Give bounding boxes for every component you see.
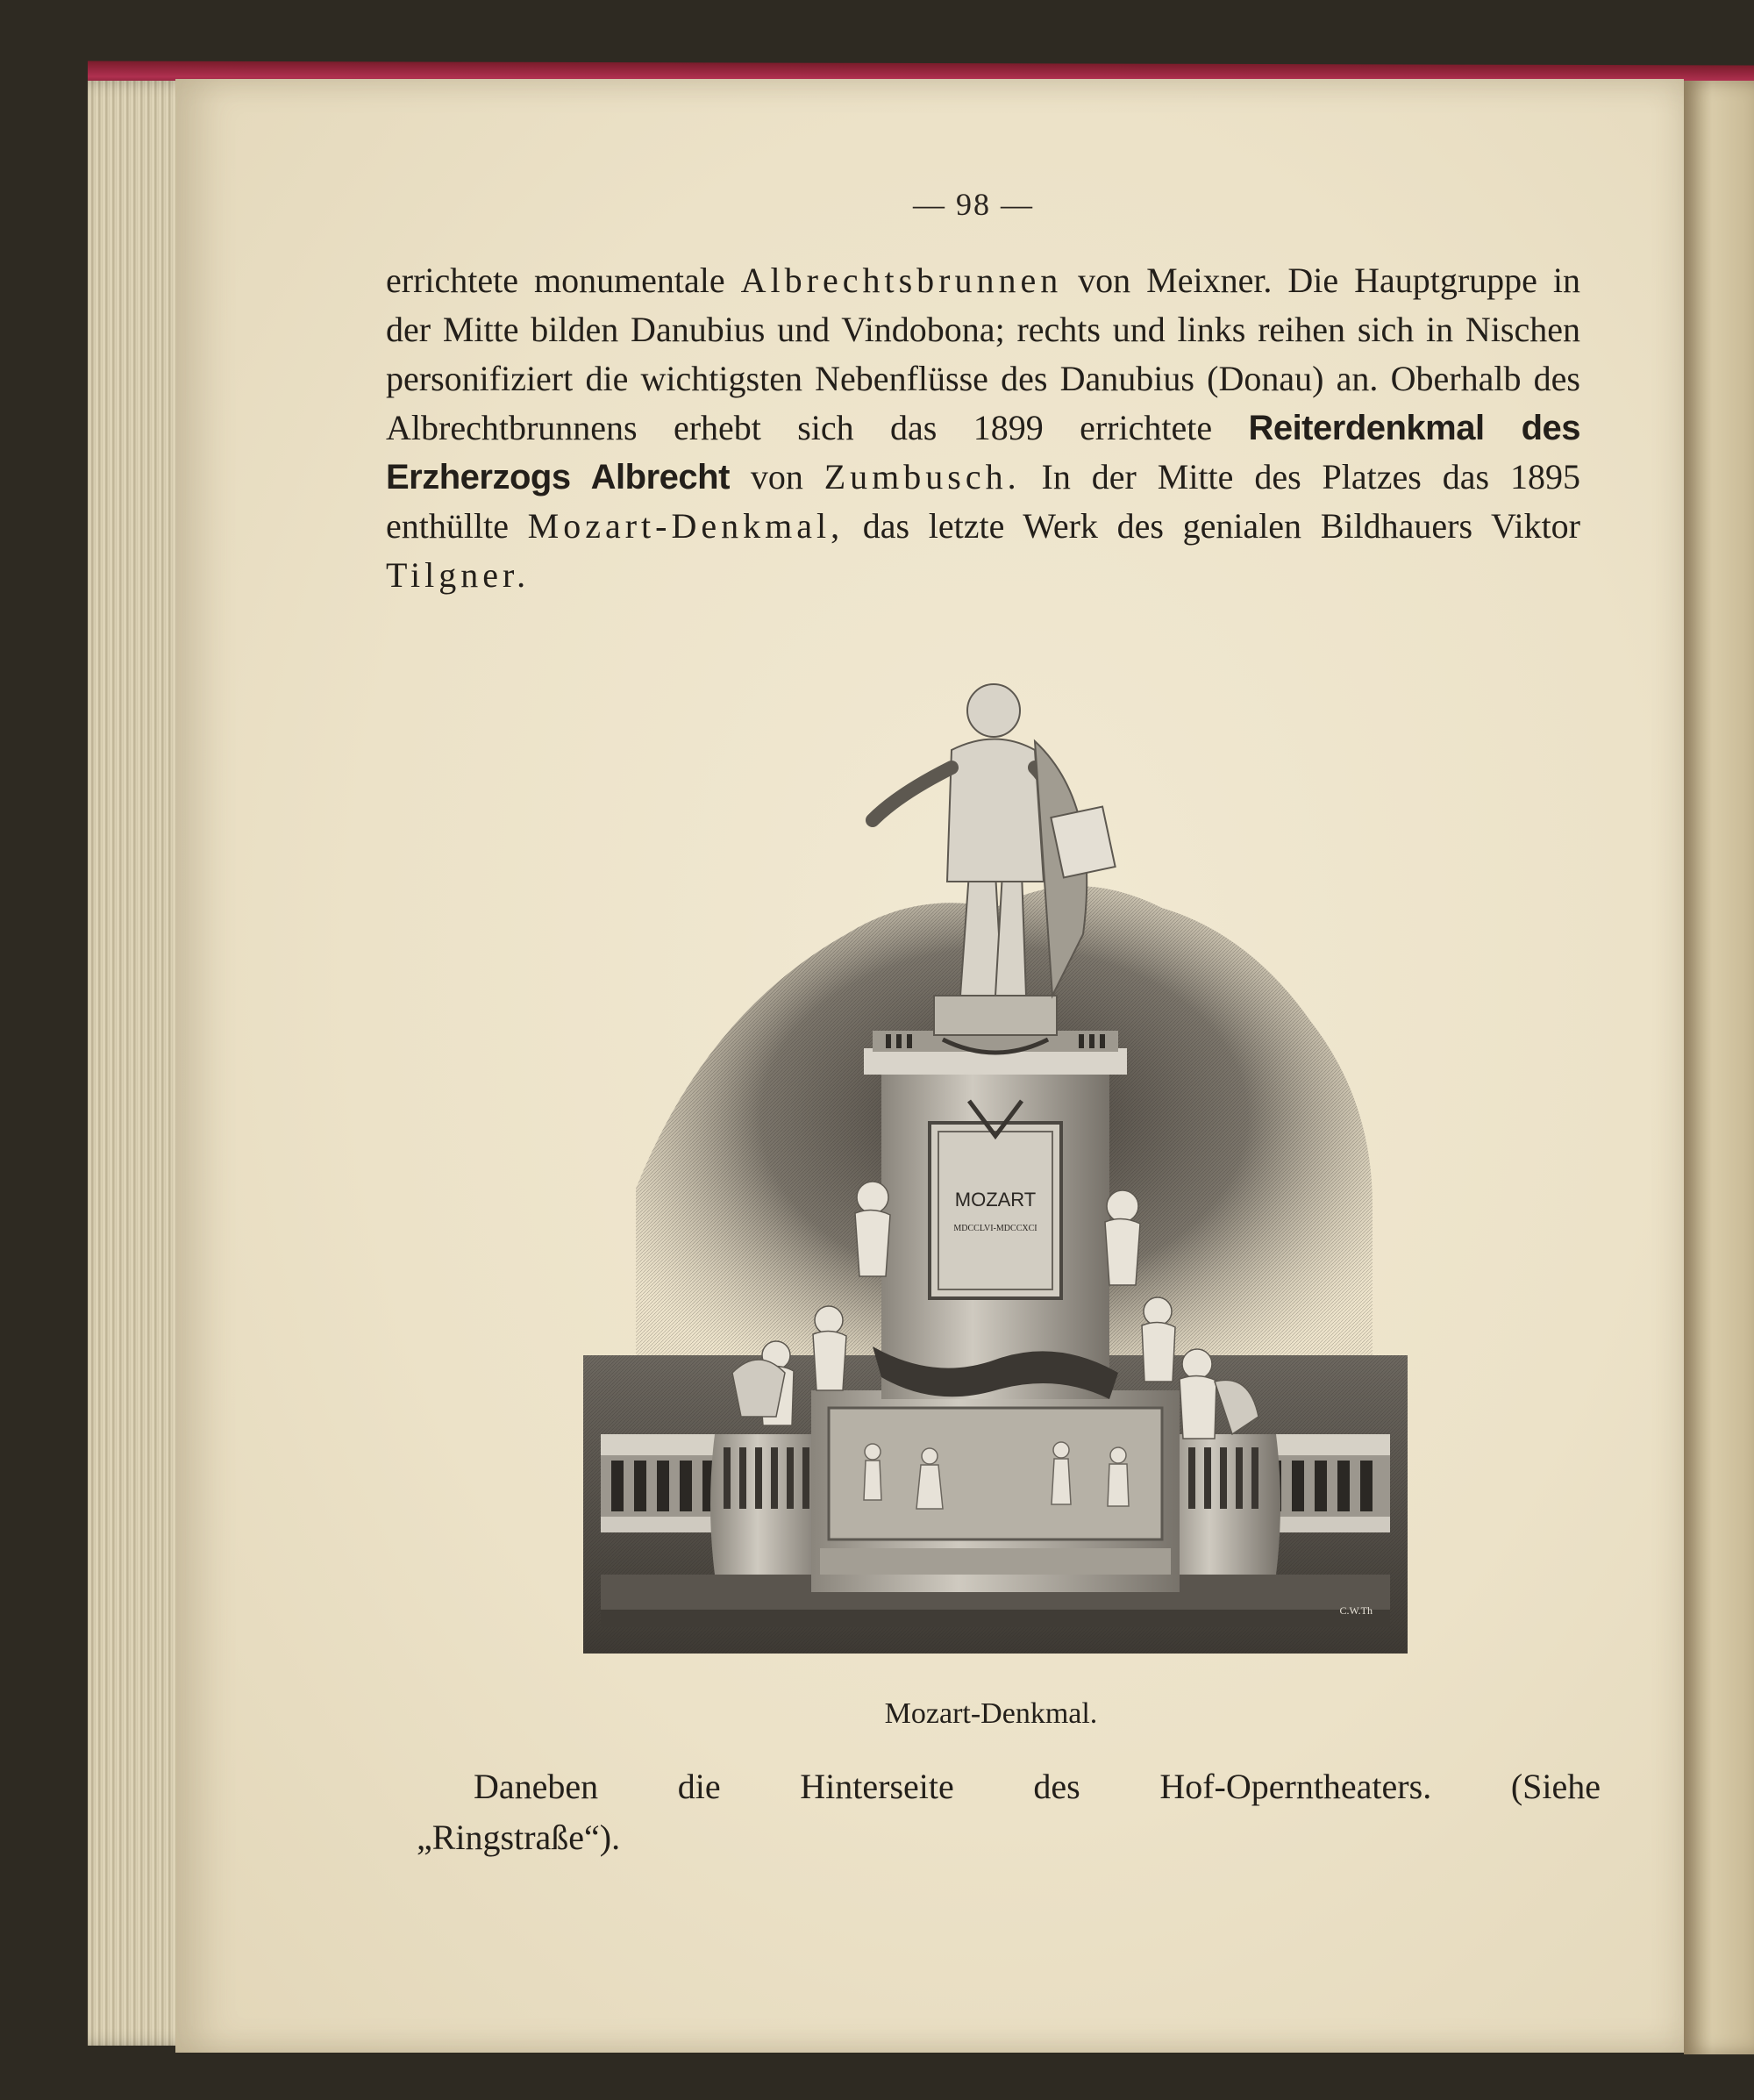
body-paragraph: [386, 256, 1580, 600]
emphasis-reiterdenkmal: Reiterdenkmal des Erzherzogs Albrecht: [386, 409, 1580, 496]
text-run: errichtete monumentale: [386, 261, 741, 300]
emphasis-zumbusch: Zumbusch.: [824, 457, 1021, 496]
facing-page-edge: [1684, 81, 1754, 2054]
text-run: von Meixner. Die Hauptgruppe in der Mitte bilden Danubius und Vindobona; rechts und links reihen sich in Nischen personifiziert die wichtigsten Nebenflüsse des Danubius (Donau) an. Oberhalb des Albrechtbrunnens erhebt sich das 1899 errichtete: [386, 261, 1580, 447]
inscription-plaque: [930, 1123, 1061, 1298]
closing-line-1: Daneben die Hinterseite des Hof-Operntheaters. (Siehe: [474, 1767, 1601, 1806]
page-number: — 98 —: [913, 187, 1034, 222]
mozart-monument-illustration: [583, 645, 1408, 1662]
emphasis-mozart-denkmal: Mozart-Denkmal,: [527, 506, 845, 546]
text-run: das letzte Werk des genialen Bildhauers Viktor: [844, 506, 1580, 546]
text-run: von: [729, 457, 824, 496]
plaque-title: MOZART: [954, 1189, 1037, 1211]
plaque-years: MDCCLVI-MDCCXCI: [953, 1224, 1037, 1233]
emphasis-tilgner: Tilgner.: [386, 555, 531, 595]
text-run: In der Mitte des Platzes das 1895 enthüllte: [386, 457, 1581, 546]
emphasis-albrechtsbrunnen: Albrechtsbrunnen: [740, 261, 1063, 300]
figure-caption: Mozart-Denkmal.: [884, 1697, 1098, 1730]
engraver-signature: C.W.Th: [1339, 1604, 1373, 1617]
closing-line-2: „Ringstraße“).: [417, 1818, 621, 1857]
